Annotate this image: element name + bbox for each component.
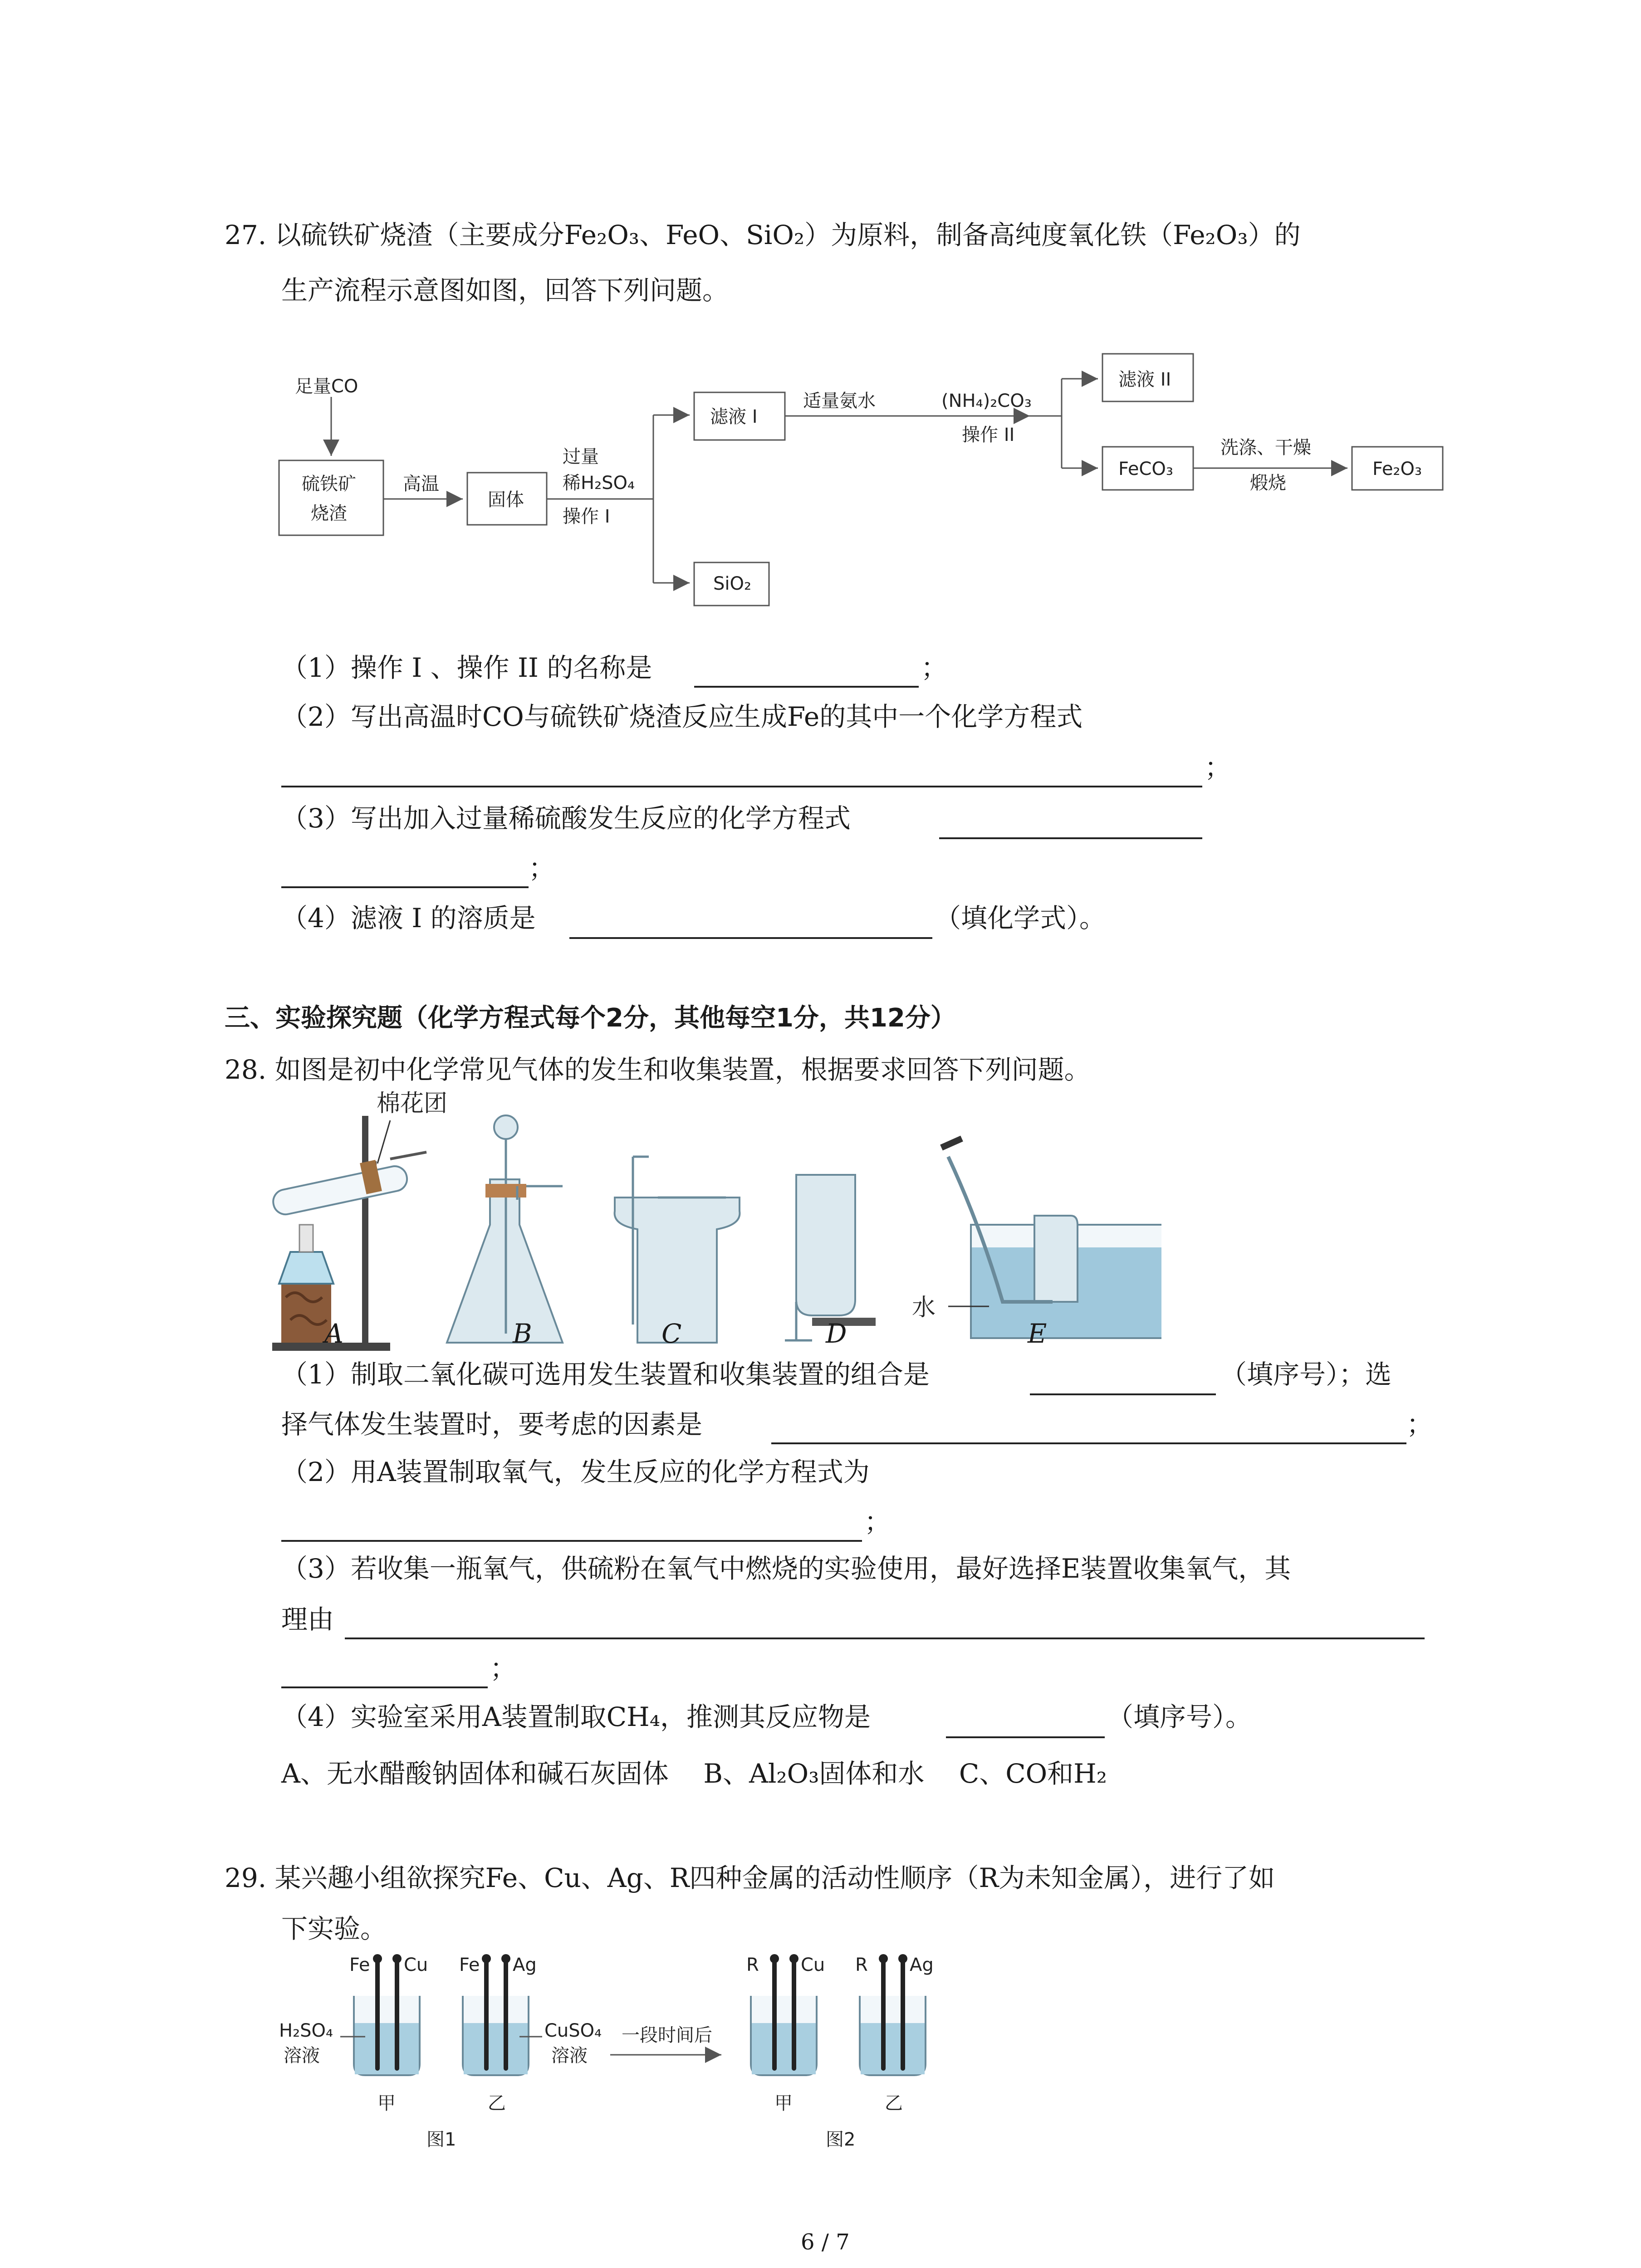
q28-blank3b[interactable] (281, 1686, 488, 1688)
q28-line1: 28. 如图是初中化学常见气体的发生和收集装置，根据要求回答下列问题。 (225, 1054, 1091, 1085)
q28-p3-end: ； (490, 1653, 517, 1684)
flow-nh4co3: (NH₄)₂CO₃ (941, 391, 1032, 411)
q27-p3: （3）写出加入过量稀硫酸发生反应的化学方程式 (281, 803, 851, 834)
fig2-jia: 甲 (774, 2093, 793, 2114)
q27-p1-end: ； (921, 652, 948, 683)
q27-p4: （4）滤液 I 的溶质是 (281, 903, 536, 934)
water-label: 水 (912, 1294, 936, 1321)
q28-p2-end: ； (864, 1506, 891, 1537)
label-a: A (324, 1318, 343, 1349)
fig1-cuso4-2: 溶液 (551, 2045, 588, 2066)
flow-feco3: FeCO₃ (1118, 459, 1173, 479)
flow-wash: 洗涤、干燥 (1220, 437, 1311, 458)
q27-blank1[interactable] (694, 686, 919, 688)
label-c: C (661, 1318, 682, 1349)
q27-p1: （1）操作 I 、操作 II 的名称是 (281, 652, 652, 683)
flow-ore-2: 烧渣 (311, 503, 347, 524)
arrow-label: 一段时间后 (622, 2025, 712, 2046)
flow-op2: 操作 II (962, 425, 1015, 445)
fig1-fe1: Fe (349, 1955, 370, 1975)
label-b: B (513, 1318, 532, 1349)
q28-p4a: （4）实验室采用A装置制取CH₄，推测其反应物是 (281, 1701, 871, 1732)
page-number: 6 / 7 (801, 2229, 850, 2255)
label-e: E (1028, 1318, 1047, 1349)
flow-co: 足量CO (295, 376, 358, 397)
q27-blank2[interactable] (281, 786, 1202, 787)
apparatus-c (615, 1157, 740, 1343)
q28-p3a: （3）若收集一瓶氧气，供硫粉在氧气中燃烧的实验使用，最好选择E装置收集氧气，其 (281, 1553, 1291, 1584)
flow-ammonia: 适量氨水 (803, 391, 876, 411)
fig2-ag2: Ag (910, 1955, 934, 1975)
q27-p3-end: ； (529, 853, 555, 884)
q27-blank3a[interactable] (939, 837, 1202, 839)
q27-p4-end: （填化学式）。 (935, 903, 1106, 934)
q28-p1a: （1）制取二氧化碳可选用发生装置和收集装置的组合是 (281, 1359, 930, 1390)
q28-p1-end: ； (1406, 1409, 1433, 1440)
apparatus-a (271, 1116, 426, 1351)
flow-filtrate1: 滤液 I (710, 406, 758, 427)
q28-p3b: 理由 (281, 1604, 334, 1635)
q27-blank3b[interactable] (281, 886, 529, 888)
flow-acid-3: 操作 I (563, 506, 610, 527)
apparatus-e (941, 1139, 1161, 1338)
fig1-cu1: Cu (404, 1955, 428, 1975)
q28-p1c: 择气体发生装置时，要考虑的因素是 (281, 1409, 703, 1440)
fig1-ag1: Ag (513, 1955, 537, 1975)
q28-apparatus (254, 1089, 1161, 1361)
flow-high-temp: 高温 (403, 474, 439, 494)
fig1-h2so4-2: 溶液 (284, 2045, 320, 2066)
fig2-caption: 图2 (826, 2129, 856, 2150)
flow-calcine: 煅烧 (1250, 473, 1286, 494)
fig1-jia: 甲 (377, 2093, 396, 2114)
apparatus-b (447, 1115, 563, 1343)
q28-blank1b[interactable] (771, 1442, 1406, 1444)
flow-ore-1: 硫铁矿 (302, 474, 356, 494)
section3-title: 三、实验探究题（化学方程式每个2分，其他每空1分，共12分） (225, 1003, 956, 1033)
cotton-label: 棉花团 (377, 1090, 448, 1117)
q27-blank4[interactable] (569, 937, 932, 939)
q28-blank2[interactable] (281, 1540, 862, 1542)
q28-p2: （2）用A装置制取氧气，发生反应的化学方程式为 (281, 1457, 870, 1487)
q28-blank1a[interactable] (1030, 1393, 1216, 1395)
fig2-yi: 乙 (885, 2093, 903, 2114)
fig2-r1: R (746, 1955, 759, 1975)
q27-line2: 生产流程示意图如图，回答下列问题。 (281, 275, 729, 306)
q28-blank4[interactable] (946, 1736, 1105, 1738)
fig2-r2: R (855, 1955, 868, 1975)
q28-p4b: （填序号）。 (1107, 1701, 1252, 1732)
flow-sio2: SiO₂ (713, 573, 752, 594)
flow-acid-1: 过量 (563, 446, 599, 467)
fig2-cu2: Cu (801, 1955, 825, 1975)
q27-p2-end: ； (1205, 752, 1231, 783)
q29-line2: 下实验。 (281, 1913, 387, 1944)
label-d: D (826, 1318, 847, 1349)
flow-filtrate2: 滤液 II (1118, 369, 1171, 390)
q28-options: A、无水醋酸钠固体和碱石灰固体 B、Al₂O₃固体和水 C、CO和H₂ (281, 1758, 1107, 1789)
fig1-yi: 乙 (488, 2093, 506, 2114)
flow-acid-2: 稀H₂SO₄ (563, 473, 635, 494)
q28-p1b: （填序号）；选 (1220, 1359, 1392, 1390)
fig1-caption: 图1 (426, 2129, 456, 2150)
q27-line1: 27. 以硫铁矿烧渣（主要成分Fe₂O₃、FeO、SiO₂）为原料，制备高纯度氧化铁（Fe₂O₃）的 (225, 220, 1301, 250)
q27-p2: （2）写出高温时CO与硫铁矿烧渣反应生成Fe的其中一个化学方程式 (281, 701, 1083, 732)
q29-line1: 29. 某兴趣小组欲探究Fe、Cu、Ag、R四种金属的活动性顺序（R为未知金属），进行了如 (225, 1862, 1275, 1893)
fig1-h2so4-1: H₂SO₄ (279, 2020, 333, 2041)
q27-flowchart (272, 345, 1461, 617)
fig1-cuso4-1: CuSO₄ (544, 2020, 602, 2041)
q29-figure (272, 1946, 998, 2155)
flow-fe2o3: Fe₂O₃ (1372, 459, 1422, 479)
q28-blank3a[interactable] (345, 1637, 1425, 1639)
fig1-fe2: Fe (459, 1955, 480, 1975)
flow-solid: 固体 (488, 489, 524, 510)
